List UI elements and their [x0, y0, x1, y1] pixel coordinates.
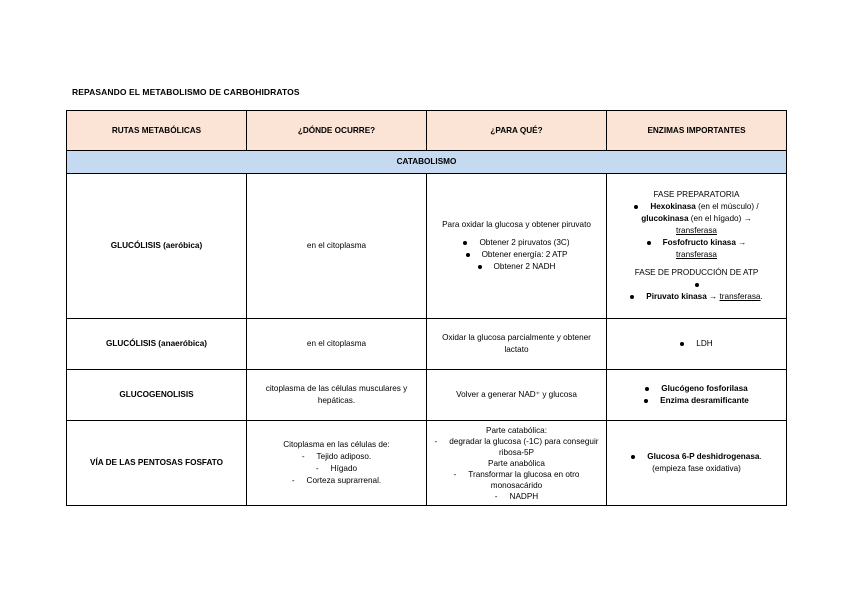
route-purpose: Volver a generar NAD⁺ y glucosa — [427, 370, 607, 421]
route-name: GLUCÓLISIS (aeróbica) — [67, 174, 247, 319]
list-item: Glucosa 6-P deshidrogenasa. — [611, 451, 782, 463]
route-name: VÍA DE LAS PENTOSAS FOSFATO — [67, 421, 247, 506]
route-purpose — [427, 174, 607, 319]
list-item: Piruvato kinasa → transferasa. — [611, 291, 782, 303]
header-purpose: ¿PARA QUÉ? — [427, 111, 607, 151]
route-where: Citoplasma en las células de: - Tejido adiposo. - Hígado - Corteza suprarrenal. — [247, 421, 427, 506]
header-enzymes: ENZIMAS IMPORTANTES — [607, 111, 787, 151]
list-item: - Tejido adiposo. — [301, 452, 372, 461]
section-label: CATABOLISMO — [67, 151, 787, 174]
table-header-row — [67, 111, 787, 151]
route-purpose: Parte catabólica: - degradar la glucosa (-1C) para conseguir ribosa-5P Parte anabólica - Transformar la glucosa en otro monosacárido - NADPH — [427, 421, 607, 506]
route-enzymes: FASE PREPARATORIA Hexokinasa (en el músculo) / glucokinasa (en el hígado) → transferasa Fosfofructo kinasa → transferasa FASE DE PRODUCCIÓN DE ATP Piruvato kinasa → transferasa. — [607, 174, 787, 319]
list-item: Obtener 2 piruvatos (3C) — [431, 237, 602, 249]
list-item: glucokinasa (en el hígado) → — [641, 214, 752, 223]
list-item: - Transformar la glucosa en otro monosacárido — [453, 469, 580, 490]
document-title: REPASANDO EL METABOLISMO DE CARBOHIDRATOS — [72, 87, 300, 97]
route-enzymes: LDH — [607, 319, 787, 370]
table-row — [67, 319, 787, 370]
list-item: Obtener 2 NADH — [431, 261, 602, 273]
section-row — [67, 151, 787, 174]
table-row — [67, 421, 787, 506]
purpose-list — [431, 237, 602, 273]
purpose-intro: Para oxidar la glucosa y obtener piruvato — [442, 220, 591, 229]
phase-label: FASE DE PRODUCCIÓN DE ATP — [634, 268, 759, 277]
route-where: en el citoplasma — [247, 319, 427, 370]
list-item: - NADPH — [494, 491, 539, 501]
metabolism-table — [66, 110, 787, 506]
table-row — [67, 370, 787, 421]
list-item: Glucógeno fosforilasa — [611, 383, 782, 395]
list-item: Fosfofructo kinasa → — [611, 237, 782, 249]
route-where: en el citoplasma — [247, 174, 427, 319]
list-item: Obtener energía: 2 ATP — [431, 249, 602, 261]
route-where: citoplasma de las células musculares y hepáticas. — [247, 370, 427, 421]
header-where: ¿DÓNDE OCURRE? — [247, 111, 427, 151]
list-item: Enzima desramificante — [611, 395, 782, 407]
table-row — [67, 174, 787, 319]
header-routes: RUTAS METABÓLICAS — [67, 111, 247, 151]
route-name: GLUCÓLISIS (anaeróbica) — [67, 319, 247, 370]
phase-label: FASE PREPARATORIA — [653, 190, 740, 199]
route-enzymes: Glucosa 6-P deshidrogenasa. (empieza fase oxidativa) — [607, 421, 787, 506]
list-item: - Hígado — [315, 464, 358, 473]
route-name: GLUCOGENOLISIS — [67, 370, 247, 421]
route-enzymes — [607, 370, 787, 421]
list-item: - Corteza suprarrenal. — [291, 476, 382, 485]
list-item: Hexokinasa (en el músculo) / — [611, 201, 782, 213]
list-item: - degradar la glucosa (-1C) para conseguir ribosa-5P — [434, 436, 599, 457]
route-purpose: Oxidar la glucosa parcialmente y obtener lactato — [427, 319, 607, 370]
list-item — [611, 279, 782, 291]
